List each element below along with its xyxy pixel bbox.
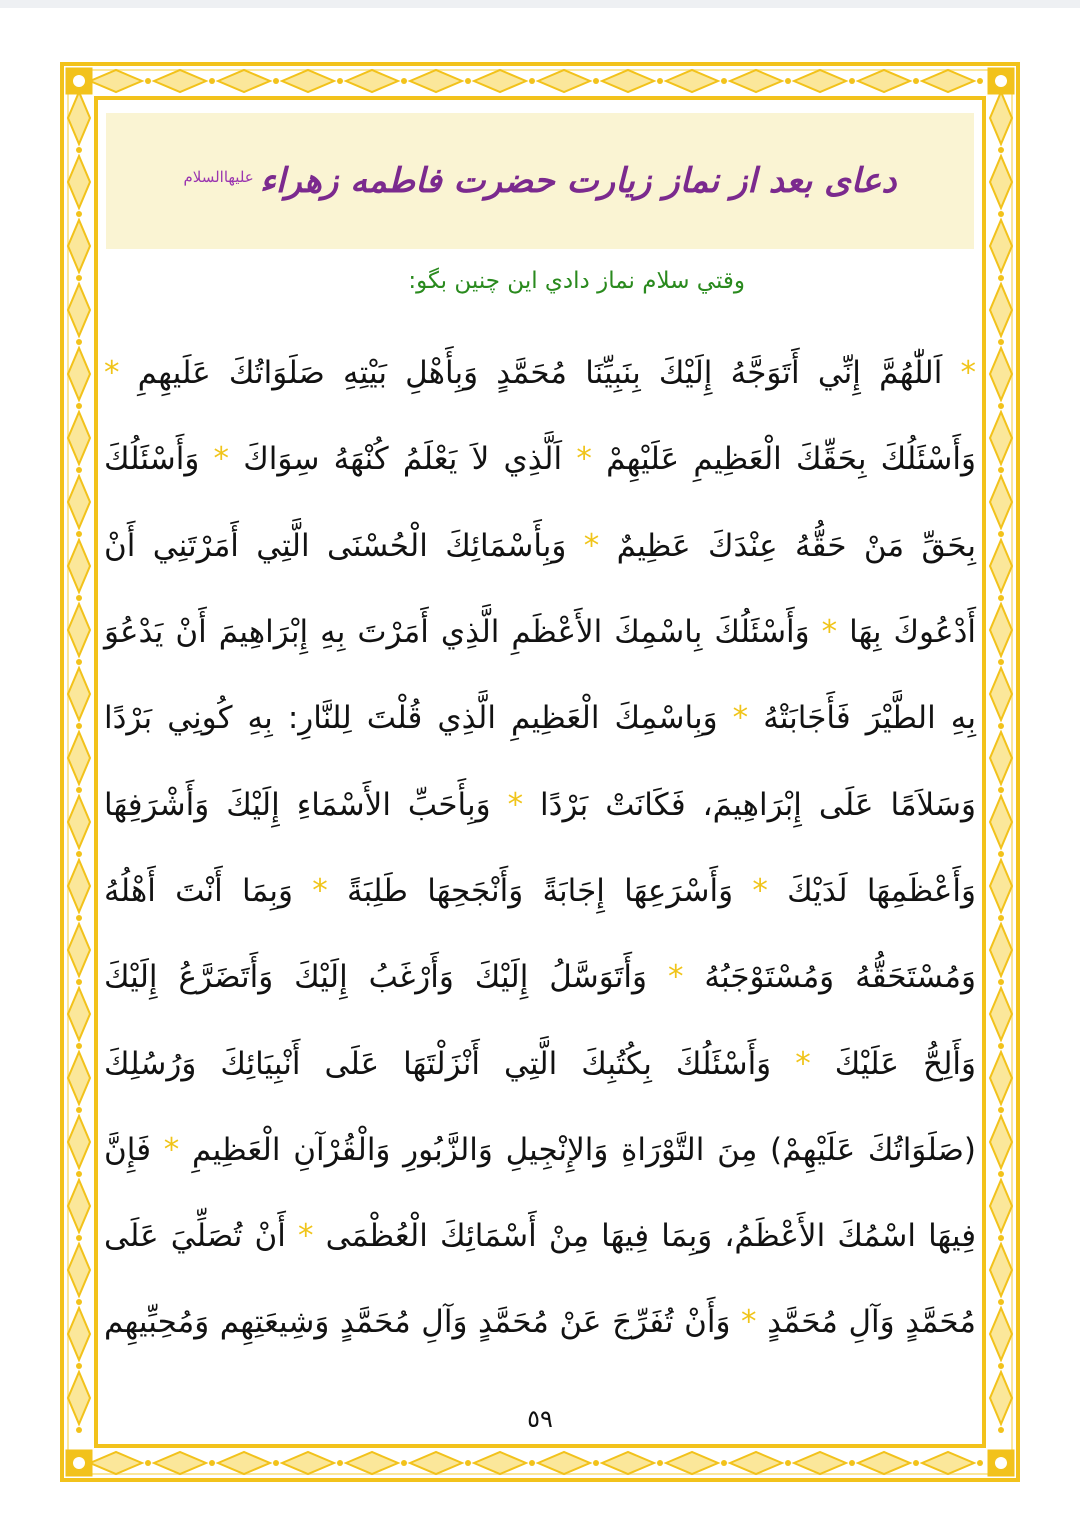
prayer-line (104, 416, 976, 502)
star-separator: * (312, 872, 328, 909)
prayer-line (104, 848, 976, 934)
top-strip (0, 0, 1080, 8)
star-separator: * (821, 614, 838, 651)
prayer-line-text: مُحَمَّدٍ وَآلِ مُحَمَّدٍ * وَأَنْ تُفَرِّجَ عَنْ مُحَمَّدٍ وَآلِ مُحَمَّدٍ وَشِيعَتِهِم وَمُحِبِّيهِم (104, 1304, 976, 1341)
prayer-line (104, 330, 976, 416)
prayer-line-text: وَأَعْظَمِهَا لَدَيْكَ * وَأَسْرَعِهَا إِجَابَةً وَأَنْجَحِهَا طَلِبَةً * وَبِمَا أَنْتَ أَهْلُهُ (104, 872, 976, 909)
honorific-mark: علیهاالسلام (183, 168, 254, 186)
page-number: ٥٩ (527, 1405, 553, 1433)
prayer-text (104, 330, 976, 1366)
star-separator: * (795, 1045, 811, 1082)
prayer-line (104, 1193, 976, 1279)
star-separator: * (507, 786, 524, 823)
prayer-line (104, 1279, 976, 1365)
star-separator: * (583, 527, 600, 564)
prayer-line (104, 503, 976, 589)
star-separator: * (741, 1304, 757, 1341)
star-separator: * (298, 1218, 314, 1255)
star-separator: * (576, 441, 592, 478)
prayer-line (104, 1107, 976, 1193)
prayer-line-text: * اَللّٰهُمَّ إِنِّي أَتَوَجَّهُ إِلَيْكَ بِنَبِيِّنَا مُحَمَّدٍ وَبِأَهْلِ بَيْتِهِ صَلَوَاتُكَ عَلَيهِمِ * (104, 355, 976, 392)
prayer-line (104, 934, 976, 1020)
star-separator: * (104, 355, 120, 392)
star-separator: * (163, 1131, 180, 1168)
prayer-line-text: وَأَسْئَلُكَ بِحَقِّكَ الْعَظِيمِ عَلَيْهِمْ * اَلَّذِي لاَ يَعْلَمُ كُنْهَهُ سِوَاكَ * وَأَسْئَلُكَ (104, 441, 976, 478)
star-separator: * (752, 872, 768, 909)
prayer-line-text: وَمُسْتَحَقُّهُ وَمُسْتَوْجَبُهُ * وَأَتَوَسَّلُ إِلَيْكَ وَأَرْغَبُ إِلَيْكَ وَأَتَضَرَّعُ إِلَيْكَ (104, 959, 977, 996)
prayer-line (104, 1020, 976, 1106)
title-banner (106, 113, 974, 249)
star-separator: * (213, 441, 230, 478)
prayer-line-text: فِيهَا اسْمُكَ الأَعْظَمُ، وَبِمَا فِيهَا مِنْ أَسْمَائِكَ الْعُظْمَى * أَنْ تُصَلِّيَ عَلَى (104, 1218, 977, 1255)
prayer-line (104, 761, 976, 847)
prayer-line-text: بِهِ الطَّيْرَ فَأَجَابَتْهُ * وَبِاسْمِكَ الْعَظِيمِ الَّذِي قُلْتَ لِلنَّارِ: بِهِ كُونِي بَرْدًا (104, 700, 976, 737)
prayer-line-text: وَأَلِحُّ عَلَيْكَ * وَأَسْئَلُكَ بِكُتُبِكَ الَّتِي أَنْزَلْتَهَا عَلَى أَنْبِيَائِكَ وَرُسُلِكَ (104, 1045, 976, 1082)
prayer-line-text: بِحَقِّ مَنْ حَقُّهُ عِنْدَكَ عَظِيمٌ * وَبِأَسْمَائِكَ الْحُسْنَى الَّتِي أَمَرْتَنِي أَنْ (104, 527, 976, 564)
star-separator: * (732, 700, 749, 737)
star-separator: * (667, 959, 684, 996)
star-separator: * (960, 355, 976, 392)
prayer-line-text: وَسَلاَمًا عَلَى إِبْرَاهِيمَ، فَكَانَتْ بَرْدًا * وَبِأَحَبِّ الأَسْمَاءِ إِلَيْكَ وَأَشْرَفِهَا (104, 786, 976, 823)
prayer-line-text: أَدْعُوكَ بِهَا * وَأَسْئَلُكَ بِاسْمِكَ الأَعْظَمِ الَّذِي أَمَرْتَ بِهِ إِبْرَاهِيمَ أَنْ يَدْعُوَ (104, 614, 976, 651)
prayer-line (104, 675, 976, 761)
prayer-line-text: (صَلَوَاتُكَ عَلَيْهِمْ) مِنَ التَّوْرَاةِ وَالإِنْجِيلِ وَالزَّبُورِ وَالْقُرْآنِ الْعَظِيمِ * فَإِنَّ (104, 1131, 976, 1168)
prayer-line (104, 589, 976, 675)
page-title: دعای بعد از نماز زیارت حضرت فاطمه زهراء (259, 161, 897, 201)
intro-instruction: وقتي سلام نماز دادي اين چنين بگو: (408, 268, 745, 294)
